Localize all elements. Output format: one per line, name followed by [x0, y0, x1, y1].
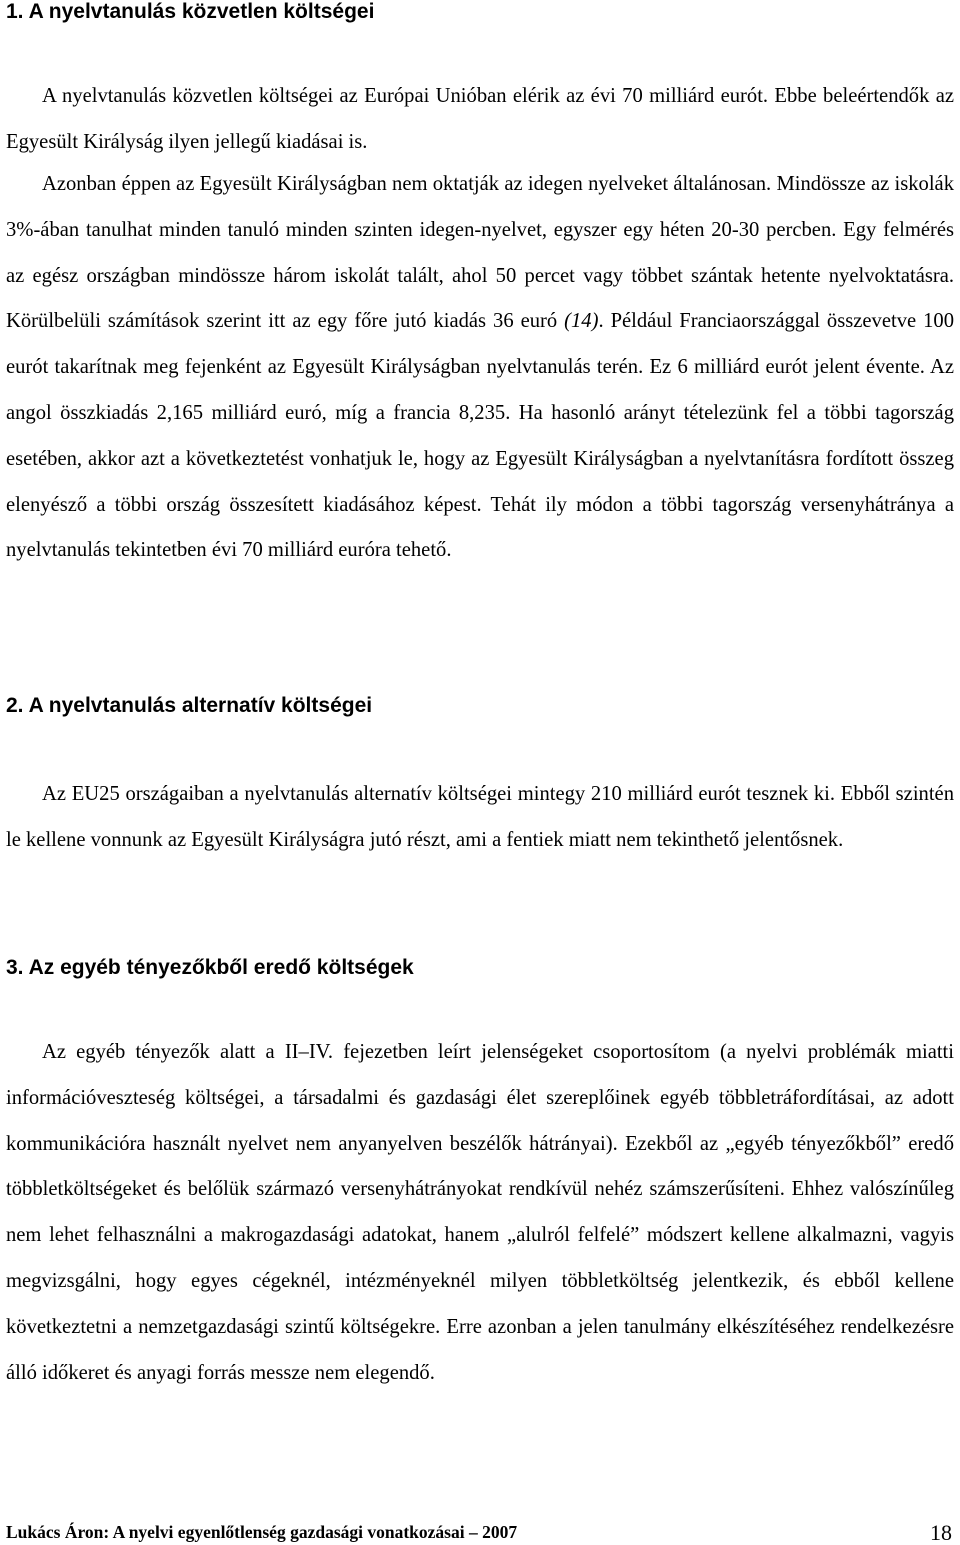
paragraph-2	[6, 162, 954, 574]
section-heading-3: 3. Az egyéb tényezőkből eredő költségek	[6, 956, 414, 979]
paragraph-4: Az egyéb tényezők alatt a II–IV. fejezetben leírt jelenségeket csoportosítom (a nyelvi problémák miatti információveszteség költségei, a társadalmi és gazdasági élet szereplőinek egyéb többletráfordításai, az adott kommunikációra használt nyelvet nem anyanyelven beszélők hátrányai). Ezekből az „egyéb tényezőkből” eredő többletköltségeket és belőlük származó versenyhátrányokat rendkívül nehéz számszerűsíteni. Ehhez valószínűleg nem lehet felhasználni a makrogazdasági adatokat, hanem „alulról felfelé” módszert kellene alkalmazni, vagyis megvizsgálni, hogy egyes cégeknél, intézményeknél milyen többletköltség jelentkezik, és ebből kellene következtetni a nemzetgazdasági szintű költségekre. Erre azonban a jelen tanulmány elkészítéséhez rendelkezésre álló időkeret és anyagi forrás messze nem elegendő.	[6, 1041, 954, 1384]
section-heading-2: 2. A nyelvtanulás alternatív költségei	[6, 694, 373, 717]
paragraph-2-text-a: Azonban éppen az Egyesült Királyságban nem oktatják az idegen nyelveket általánosan. Mindössze az iskolák 3%-ában tanulhat minden tanuló minden szinten idegen-nyelvet, egyszer egy héten 20-30 percben. Egy felmérés az egész országban mindössze három iskolát talált, ahol 50 percet vagy többet szántak hetente nyelvoktatásra. Körülbelüli számítások szerint itt az egy főre jutó kiadás 36 euró	[6, 173, 954, 333]
paragraph-3: Az EU25 országaiban a nyelvtanulás alternatív költségei mintegy 210 milliárd eurót tesznek ki. Ebből szintén le kellene vonnunk az Egyesült Királyságra jutó részt, ami a fentiek miatt nem tekinthető jelentősnek.	[6, 783, 954, 851]
citation-ref: (14)	[564, 310, 599, 333]
section-heading-1: 1. A nyelvtanulás közvetlen költségei	[6, 0, 375, 23]
footer-author-title: Lukács Áron: A nyelvi egyenlőtlenség gazdasági vonatkozásai – 2007	[6, 1522, 518, 1542]
paragraph-1: A nyelvtanulás közvetlen költségei az Európai Unióban elérik az évi 70 milliárd eurót. Ebbe beleértendők az Egyesült Királyság ilyen jellegű kiadásai is.	[6, 85, 954, 153]
page-number: 18	[930, 1520, 952, 1545]
paragraph-2-text-b: . Például Franciaországgal összevetve 100 eurót takarítnak meg fejenként az Egyesült Királyságban nyelvtanulás terén. Ez 6 milliárd eurót jelent évente. Az angol összkiadás 2,165 milliárd euró, míg a francia 8,235. Ha hasonló arányt tételezünk fel a többi tagország esetében, akkor azt a következtetést vonhatjuk le, hogy az Egyesült Királyságban a nyelvtanításra fordított összeg elenyésző a többi ország összesített kiadásához képest. Tehát ily módon a többi tagország versenyhátránya a nyelvtanulás tekintetben évi 70 milliárd euróra tehető.	[6, 310, 954, 562]
